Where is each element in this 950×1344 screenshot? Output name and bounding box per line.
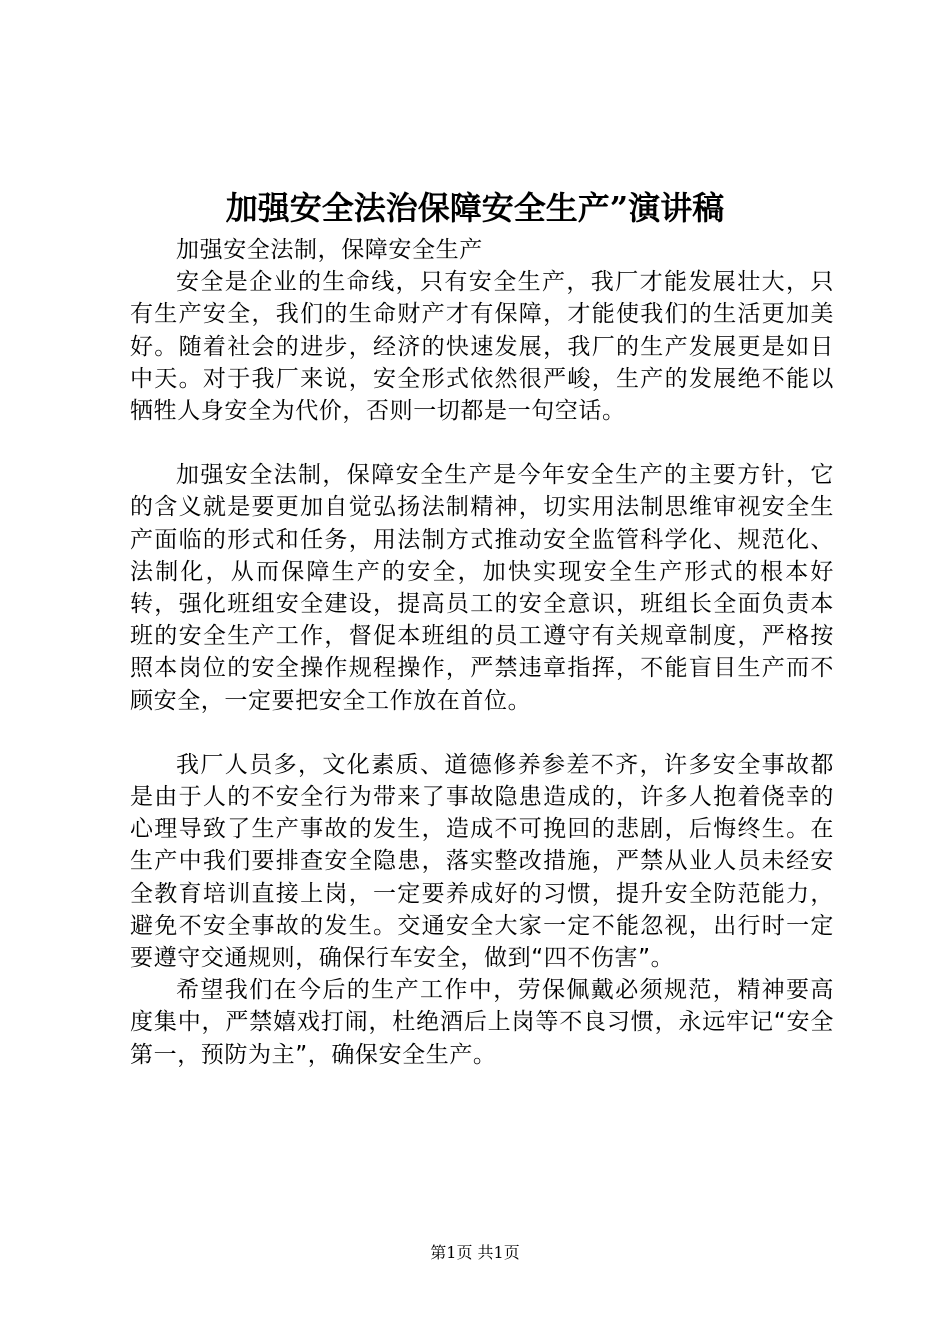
page-footer: 第1页 共1页 [430, 1243, 520, 1262]
paragraph-gap [130, 717, 834, 749]
document-body [130, 234, 834, 1071]
paragraph-intro: 安全是企业的生命线，只有安全生产，我厂才能发展壮大，只有生产安全，我们的生命财产才有保障，才能使我们的生活更加美好。随着社会的进步，经济的快速发展，我厂的生产发展更是如日中天。对于我厂来说，安全形式依然很严峻，生产的发展绝不能以牺牲人身安全为代价，否则一切都是一句空话。 [130, 269, 834, 425]
paragraph-closing: 希望我们在今后的生产工作中，劳保佩戴必须规范，精神要高度集中，严禁嬉戏打闹，杜绝酒后上岗等不良习惯，永远牢记“安全第一，预防为主”，确保安全生产。 [130, 977, 834, 1068]
paragraph-policy: 加强安全法制，保障安全生产是今年安全生产的主要方针，它的含义就是要更加自觉弘扬法制精神，切实用法制思维审视安全生产面临的形式和任务，用法制方式推动安全监管科学化、规范化、法制化，从而保障生产的安全，加快实现安全生产形式的根本好转，强化班组安全建设，提高员工的安全意识，班组长全面负责本班的安全生产工作，督促本班组的员工遵守有关规章制度，严格按照本岗位的安全操作规程操作，严禁违章指挥，不能盲目生产而不顾安全，一定要把安全工作放在首位。 [130, 462, 834, 714]
paragraph-hazards: 我厂人员多，文化素质、道德修养参差不齐，许多安全事故都是由于人的不安全行为带来了事故隐患造成的，许多人抱着侥幸的心理导致了生产事故的发生，造成不可挽回的悲剧，后悔终生。在生产中我们要排查安全隐患，落实整改措施，严禁从业人员未经安全教育培训直接上岗，一定要养成好的习惯，提升安全防范能力，避免不安全事故的发生。交通安全大家一定不能忽视，出行时一定要遵守交通规则，确保行车安全，做到“四不伤害”。 [130, 751, 834, 972]
paragraph-gap [130, 427, 834, 459]
paragraph-subtitle: 加强安全法制，保障安全生产 [176, 237, 483, 263]
document-title: 加强安全法治保障安全生产”演讲稿 [225, 189, 725, 227]
